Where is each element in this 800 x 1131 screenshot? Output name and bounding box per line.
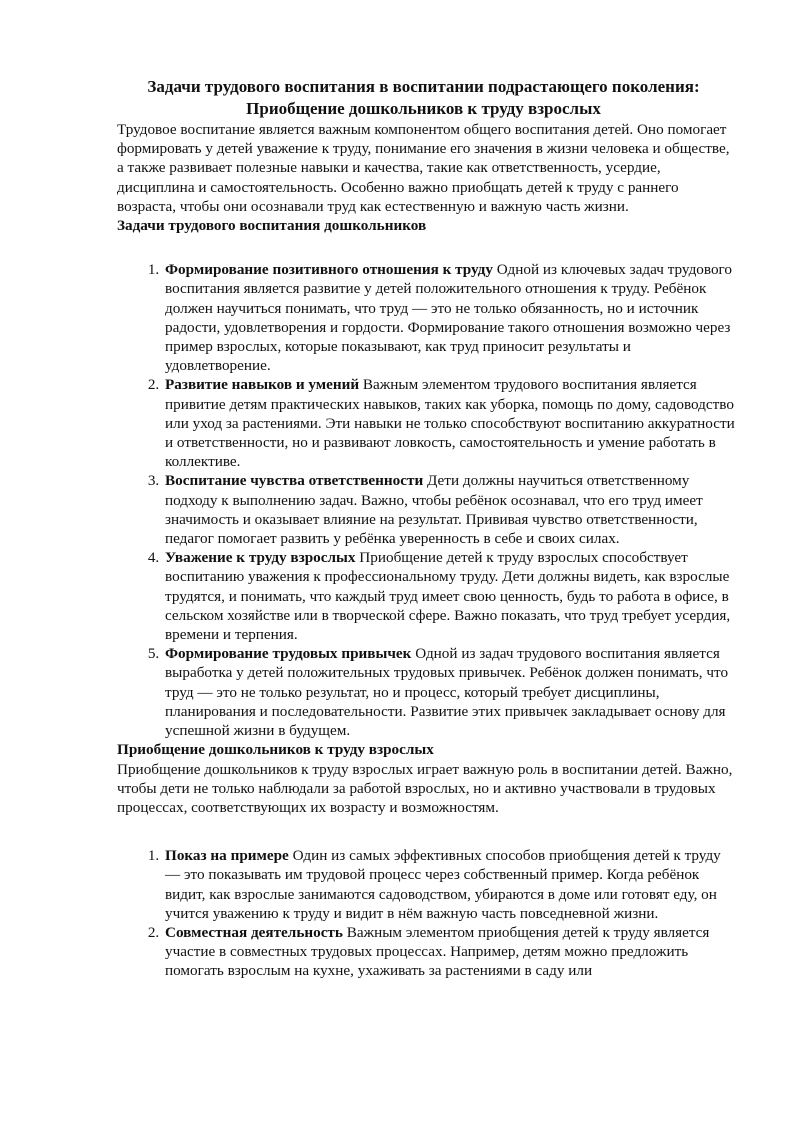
list-item-text: Приобщение детей к труду взрослых способствует воспитанию уважения к профессиональному труду. Дети должны видеть, как взрослые трудятся, и понимать, что каждый труд имеет свою ценность, будь то работа в офисе, в сельском хозяйстве или в творческой сфере. Важно показать, что труд требует усердия, времени и терпения. [165, 549, 731, 644]
list-item-text: Одной из ключевых задач трудового воспитания является развитие у детей положительного отношения к труду. Ребёнок должен научиться понимать, что труд — это не только обязанность, но и источник радости, удовлетворения и гордости. Формирование такого отношения возможно через пример взрослых, которые показывают, как труд приносит результаты и удовлетворение. [165, 261, 732, 375]
list-item-title: Совместная деятельность [165, 923, 343, 941]
list-item [163, 260, 736, 375]
list-item-title: Развитие навыков и умений [165, 376, 360, 394]
list-item [163, 846, 736, 923]
section-heading-tasks: Задачи трудового воспитания дошкольников [117, 217, 427, 235]
list-item-title: Уважение к труду взрослых [165, 549, 356, 567]
list-item [163, 375, 736, 471]
list-item [163, 644, 736, 740]
list-item-text: Одной из задач трудового воспитания является выработка у детей положительных трудовых привычек. Ребёнок должен понимать, что труд — это не только результат, но и процесс, который требует дисциплины, планирования и последовательности. Развитие этих привычек закладывает основу для успешной жизни в будущем. [165, 645, 729, 740]
involvement-list [117, 846, 736, 980]
title-line-2: Приобщение дошкольников к труду взрослых [246, 99, 601, 118]
list-item-text: Важным элементом трудового воспитания является привитие детям практических навыков, таких как уборка, помощь по дому, садоводство или уход за растениями. Эти навыки не только способствуют воспитанию аккуратности и ответственности, но и развивают ловкость, самостоятельность и умение работать в коллективе. [165, 376, 735, 471]
list-item-title: Формирование трудовых привычек [165, 645, 412, 663]
list-item-text: Один из самых эффективных способов приобщения детей к труду — это показывать им трудовой процесс через собственный пример. Когда ребёнок видит, как взрослые занимаются садоводством, убираются в доме или готовят еду, он учится уважению к труду и видит в нём важную часть повседневной жизни. [165, 847, 721, 922]
list-item-title: Воспитание чувства ответственности [165, 472, 424, 490]
section-heading-involvement: Приобщение дошкольников к труду взрослых [117, 741, 434, 759]
tasks-list [117, 260, 736, 740]
list-item-text: Дети должны научиться ответственному подходу к выполнению задач. Важно, чтобы ребёнок осознавал, что его труд имеет значимость и оказывает влияние на результат. Прививая чувство ответственности, педагог помогает развить у ребёнка уверенность в себе и своих силах. [165, 472, 703, 548]
intro-paragraph: Трудовое воспитание является важным компонентом общего воспитания детей. Оно помогает формировать у детей уважение к труду, понимание его значения в жизни человека и обществе, а также развивает полезные навыки и качества, такие как ответственность, усердие, дисциплина и самостоятельность. Особенно важно приобщать детей к труду с раннего возраста, чтобы они осознавали труд как естественную и важную часть жизни. [117, 121, 730, 215]
list-item [163, 471, 736, 548]
list-item-title: Показ на примере [165, 847, 289, 865]
list-item-title: Формирование позитивного отношения к труду [165, 261, 493, 279]
list-item-text: Важным элементом приобщения детей к труду является участие в совместных трудовых процессах. Например, детям можно предложить помогать взрослым на кухне, ухаживать за растениями в саду или [165, 923, 710, 980]
list-item [163, 548, 736, 644]
document-title [111, 76, 736, 120]
list-item [163, 923, 736, 981]
title-line-1: Задачи трудового воспитания в воспитании подрастающего поколения: [147, 77, 700, 96]
involvement-paragraph: Приобщение дошкольников к труду взрослых играет важную роль в воспитании детей. Важно, чтобы дети не только наблюдали за работой взрослых, но и активно участвовали в трудовых процессах, соответствующих их возрасту и возможностям. [117, 760, 733, 816]
